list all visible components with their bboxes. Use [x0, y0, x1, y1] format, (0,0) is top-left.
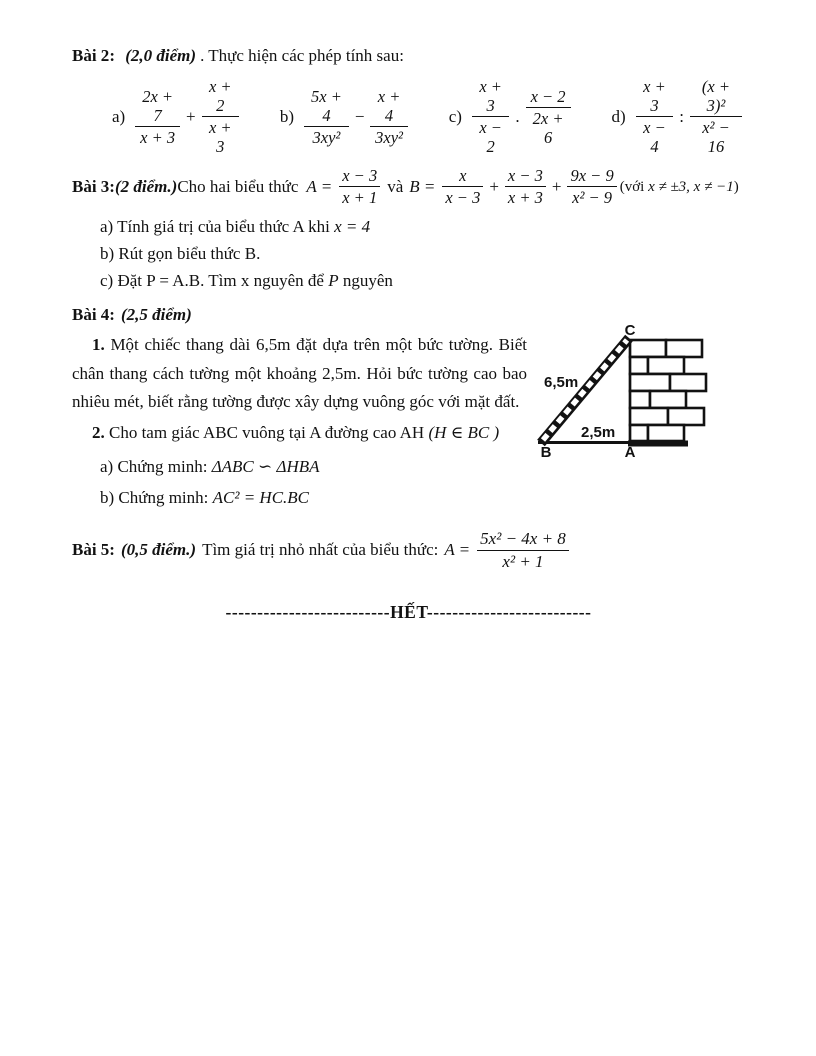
- bai2-title: Bài 2: [72, 46, 110, 65]
- label-C: C: [624, 323, 636, 339]
- operator: +: [186, 106, 196, 126]
- bai4-problem-1: 1. Một chiếc thang dài 6,5m đặt dựa trên một bức tường. Biết chân thang cách tường một khoảng 2,5m. Hỏi bức tường cao bao nhiêu mét, biết rằng tường được xây dựng vuông góc với mặt đất.: [72, 335, 527, 411]
- item-label-c: c): [448, 106, 462, 126]
- problem-2-number: 2.: [92, 422, 105, 442]
- bai2-points: (2,0 điểm): [125, 46, 197, 65]
- fraction-A: $\frac{x - 3}{x + 1}$: [339, 166, 380, 207]
- bai4-item-a: a) Chứng minh: ΔABC ∽ ΔHBA: [100, 456, 320, 476]
- operator: +: [489, 176, 499, 196]
- bai3-lead: Cho hai biểu thức: [177, 176, 299, 196]
- operator: +: [551, 176, 562, 196]
- ladder-wall-figure: [533, 323, 715, 463]
- bai3-points: (2 điểm.): [114, 176, 178, 196]
- expression-c: [449, 77, 574, 156]
- operator: :: [679, 106, 684, 126]
- fraction-A5: $\frac{\text{5x² − 4x + 8}}{\text{x² + 1}}$: [477, 529, 569, 572]
- fraction-B1: $\frac{x}{x - 3}$: [442, 166, 483, 207]
- bai3-heading: [72, 166, 745, 207]
- fraction: $\frac{x + 3}{x - 4}$: [636, 77, 673, 156]
- fraction-B3: $\frac{9x - 9}{\text{x² − 9}}$: [567, 166, 616, 207]
- bai4-points: (2,5 điểm): [120, 305, 192, 324]
- bai4-item-b: b) Chứng minh: AC² = HC.BC: [100, 487, 310, 507]
- operator: .: [515, 106, 520, 126]
- var-A: A =: [306, 176, 333, 196]
- bai4-problem-2: 2. Cho tam giác ABC vuông tại A đường cao AH (H ∈ BC ): [92, 422, 500, 442]
- bai3-title: Bài 3:: [72, 176, 115, 196]
- and-word: và: [387, 176, 404, 196]
- ladder-wall-svg: [533, 323, 715, 463]
- fraction: $\frac{\text{(x + 3)²}}{\text{x² − 16}}$: [690, 77, 742, 156]
- bai5-points: (0,5 điểm.): [120, 540, 197, 559]
- bai4-title: Bài 4:: [72, 305, 115, 324]
- bai5-lead: Tìm giá trị nhỏ nhất của biểu thức:: [202, 540, 439, 559]
- bai2-expressions: [112, 77, 745, 156]
- math-similar-triangles: ΔABC ∽ ΔHBA: [211, 456, 320, 476]
- label-B: B: [540, 444, 552, 461]
- fraction: $\frac{x + 3}{x - 2}$: [472, 77, 509, 156]
- label-ground-length: 2,5m: [581, 424, 616, 441]
- bai2-instruction: . Thực hiện các phép tính sau:: [200, 46, 404, 65]
- bai3-items: [100, 213, 745, 294]
- math-H-in-BC: (H ∈ BC ): [428, 422, 500, 442]
- expression-d: [612, 77, 745, 156]
- item-label-a: a): [112, 106, 126, 126]
- item-label-d: d): [611, 106, 626, 126]
- math-ac-squared: AC² = HC.BC: [212, 487, 310, 507]
- fraction: $\frac{2x + 7}{x + 3}$: [135, 87, 180, 147]
- bai3-item-c: c) Đặt P = A.B. Tìm x nguyên để P nguyên: [100, 271, 393, 290]
- bai2-heading: Bài 2: (2,0 điểm) . Thực hiện các phép tính sau:: [72, 46, 404, 65]
- operator: −: [354, 106, 365, 126]
- problem-1-number: 1.: [92, 335, 105, 354]
- fraction: $\frac{x + 2}{x + 3}$: [202, 77, 239, 156]
- fraction-B2: $\frac{x - 3}{x + 3}$: [505, 166, 546, 207]
- bai5-heading: [72, 529, 745, 572]
- fraction: $\frac{5x + 4}{\text{3xy²}}$: [304, 87, 349, 147]
- bai3-item-b: b) Rút gọn biểu thức B.: [100, 244, 261, 263]
- expression-a: [112, 77, 242, 156]
- label-A: A: [624, 444, 636, 461]
- domain-condition: (với x ≠ ±3, x ≠ −1): [619, 178, 739, 195]
- var-A: A =: [444, 540, 471, 559]
- label-ladder-length: 6,5m: [544, 374, 579, 391]
- bai3-item-a: a) Tính giá trị của biểu thức A khi x = 4: [100, 217, 371, 236]
- brick-wall: [630, 340, 706, 441]
- fraction: $\frac{x + 4}{\text{3xy²}}$: [370, 87, 407, 147]
- var-B: B =: [409, 176, 436, 196]
- end-marker: --------------------------HẾT--------------------------: [225, 601, 592, 622]
- fraction: $\frac{x - 2}{2x + 6}$: [526, 87, 571, 147]
- expression-b: [280, 87, 411, 147]
- item-label-b: b): [279, 106, 295, 126]
- bai5-title: Bài 5:: [72, 540, 115, 559]
